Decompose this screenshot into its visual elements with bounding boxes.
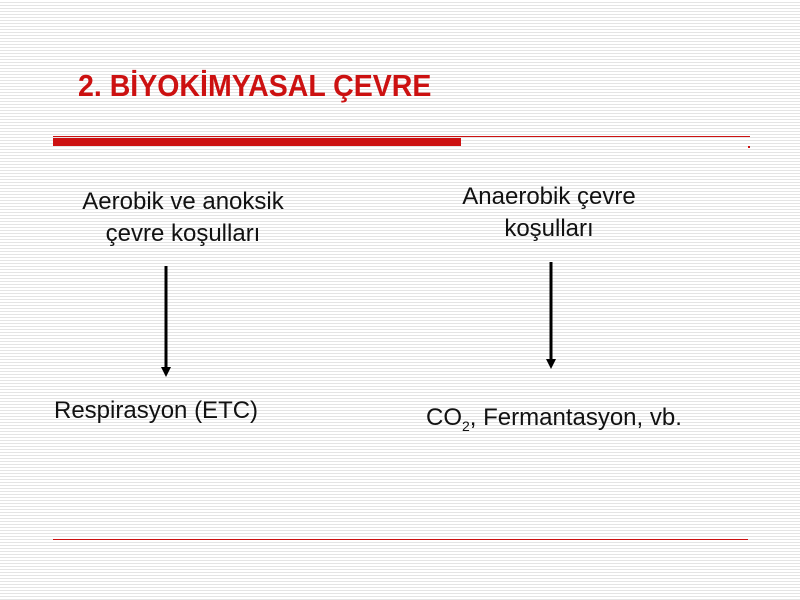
co2-subscript: 2 (462, 418, 470, 434)
right-result-suffix: , Fermantasyon, vb. (469, 404, 682, 431)
right-result-text (426, 404, 682, 432)
right-heading-line-1: Anaerobik çevre (462, 183, 636, 210)
left-heading-line-2: çevre koşulları (105, 220, 261, 247)
down-arrow-icon (541, 262, 561, 370)
down-arrow-icon (156, 266, 176, 378)
title-underline-thin (53, 136, 750, 137)
left-result-text: Respirasyon (ETC) (54, 397, 259, 424)
right-column-heading (438, 181, 660, 245)
footer-rule (53, 539, 748, 540)
title-underline-thick (53, 138, 461, 146)
right-heading-line-2: koşulları (504, 215, 594, 242)
left-heading-line-1: Aerobik ve anoksik (82, 188, 284, 215)
title-underline-end-mark (748, 146, 750, 148)
co2-formula-prefix: CO (426, 404, 462, 431)
slide-title: 2. BİYOKİMYASAL ÇEVRE (78, 68, 432, 103)
left-column-heading (60, 186, 306, 250)
